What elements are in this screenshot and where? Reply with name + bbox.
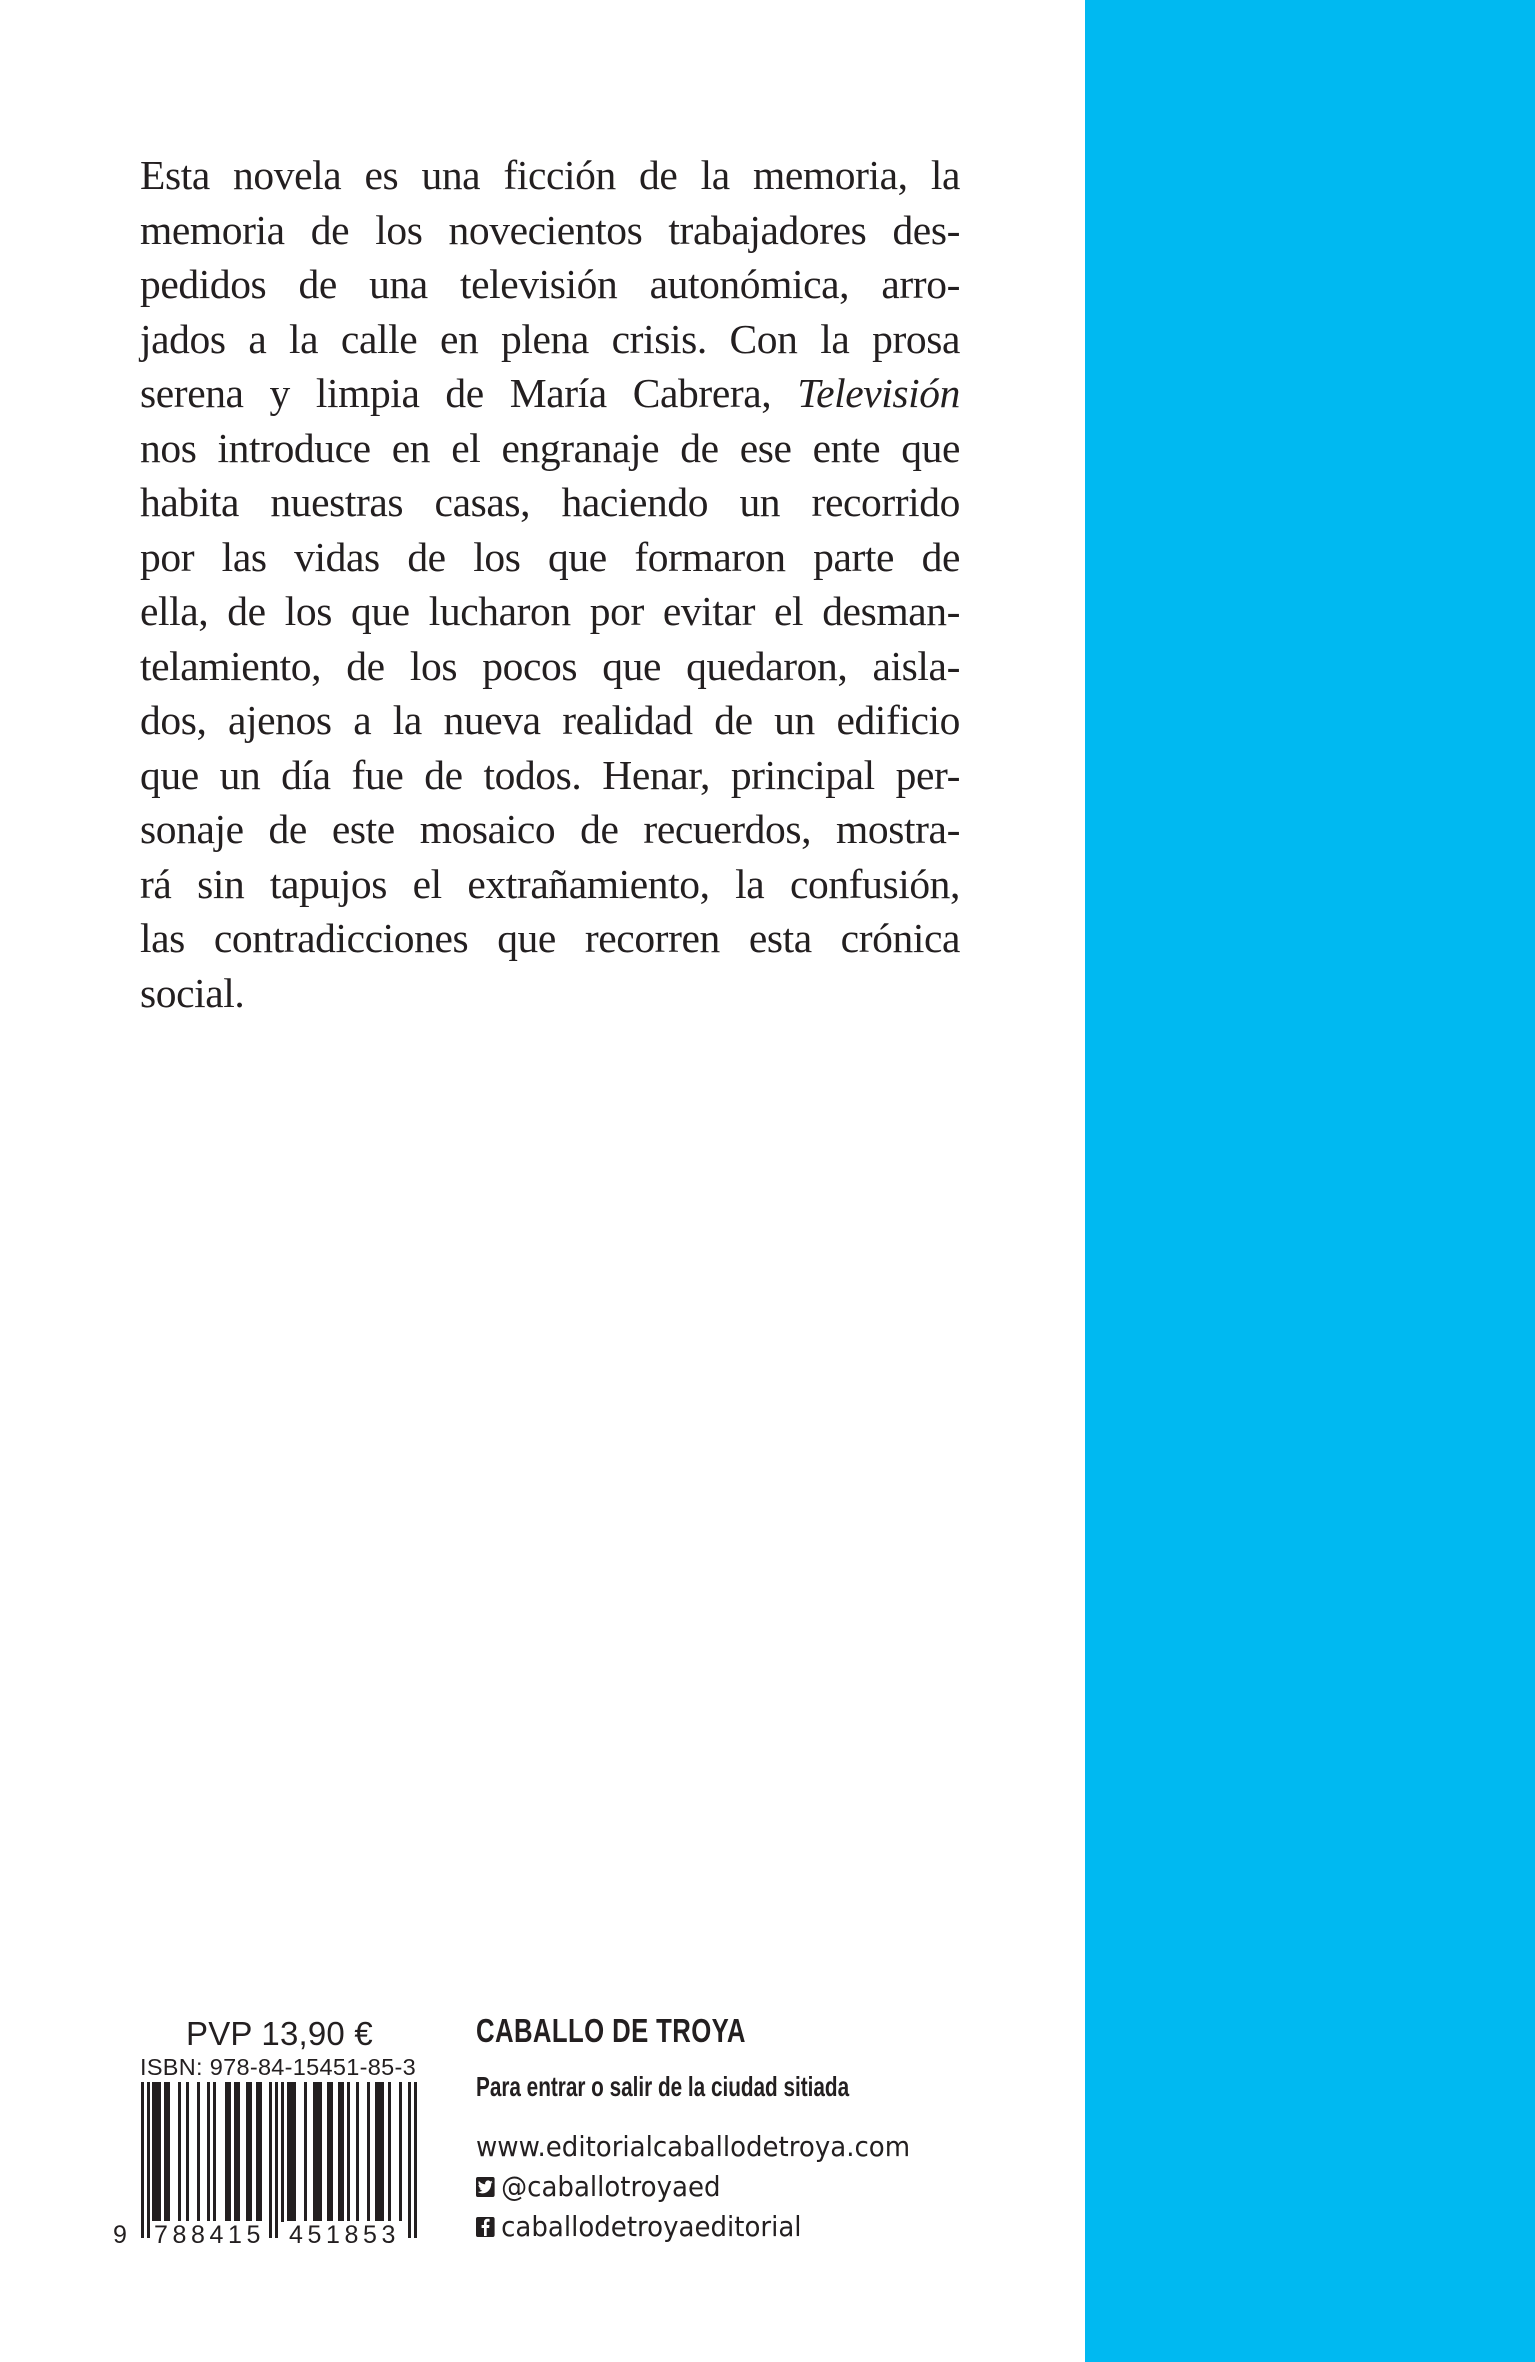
- blurb-line: Esta novela es una ficción de la memoria, la: [140, 152, 960, 198]
- publisher-name: CABALLO DE TROYA: [476, 2012, 746, 2049]
- price-label: PVP 13,90 €: [186, 2015, 373, 2052]
- publisher-twitter[interactable]: [476, 2170, 721, 2203]
- blurb-line: social.: [140, 969, 245, 1016]
- blurb-line: dos, ajenos a la nueva realidad de un edificio: [140, 697, 960, 743]
- blurb-line: pedidos de una televisión autonómica, arro-: [140, 261, 960, 307]
- barcode-left-digits: 788415: [154, 2221, 266, 2249]
- barcode-right-digits: 451853: [289, 2221, 401, 2249]
- blurb-line: por las vidas de los que formaron parte de: [140, 533, 960, 580]
- book-title-italic: Televisión: [797, 370, 960, 416]
- publisher-tagline: Para entrar o salir de la ciudad sitiada: [476, 2071, 850, 2102]
- website-link[interactable]: www.editorialcaballodetroya.com: [476, 2130, 911, 2163]
- isbn-label: ISBN: 978-84-15451-85-3: [140, 2054, 417, 2080]
- blurb-line: habita nuestras casas, haciendo un recorrido: [140, 479, 960, 525]
- blurb-line: memoria de los novecientos trabajadores des-: [140, 206, 960, 253]
- back-cover-blurb: [140, 148, 960, 1020]
- cover-accent-strip: [1085, 0, 1535, 2362]
- blurb-line: [140, 366, 960, 421]
- facebook-icon: [476, 2217, 495, 2237]
- isbn-barcode: [141, 2082, 417, 2238]
- blurb-line: ella, de los que lucharon por evitar el desman-: [140, 588, 960, 634]
- blurb-line: sonaje de este mosaico de recuerdos, mostra-: [140, 806, 960, 852]
- blurb-line: jados a la calle en plena crisis. Con la prosa: [140, 315, 960, 362]
- publisher-website[interactable]: [476, 2130, 910, 2163]
- barcode-lead-digit: 9: [113, 2221, 127, 2249]
- facebook-page[interactable]: caballodetroyaeditorial: [501, 2210, 802, 2243]
- twitter-handle[interactable]: @caballotroyaed: [501, 2170, 721, 2203]
- blurb-line: las contradicciones que recorren esta crónica: [140, 915, 960, 961]
- twitter-icon: [476, 2177, 495, 2197]
- blurb-line: rá sin tapujos el extrañamiento, la confusión,: [140, 860, 960, 907]
- blurb-line: nos introduce en el engranaje de ese ente que: [140, 424, 960, 471]
- blurb-line: telamiento, de los pocos que quedaron, aisla-: [140, 642, 960, 689]
- blurb-line: que un día fue de todos. Henar, principal per-: [140, 751, 960, 798]
- publisher-facebook[interactable]: [476, 2210, 802, 2243]
- blurb-text: serena y limpia de María Cabrera,: [140, 370, 798, 416]
